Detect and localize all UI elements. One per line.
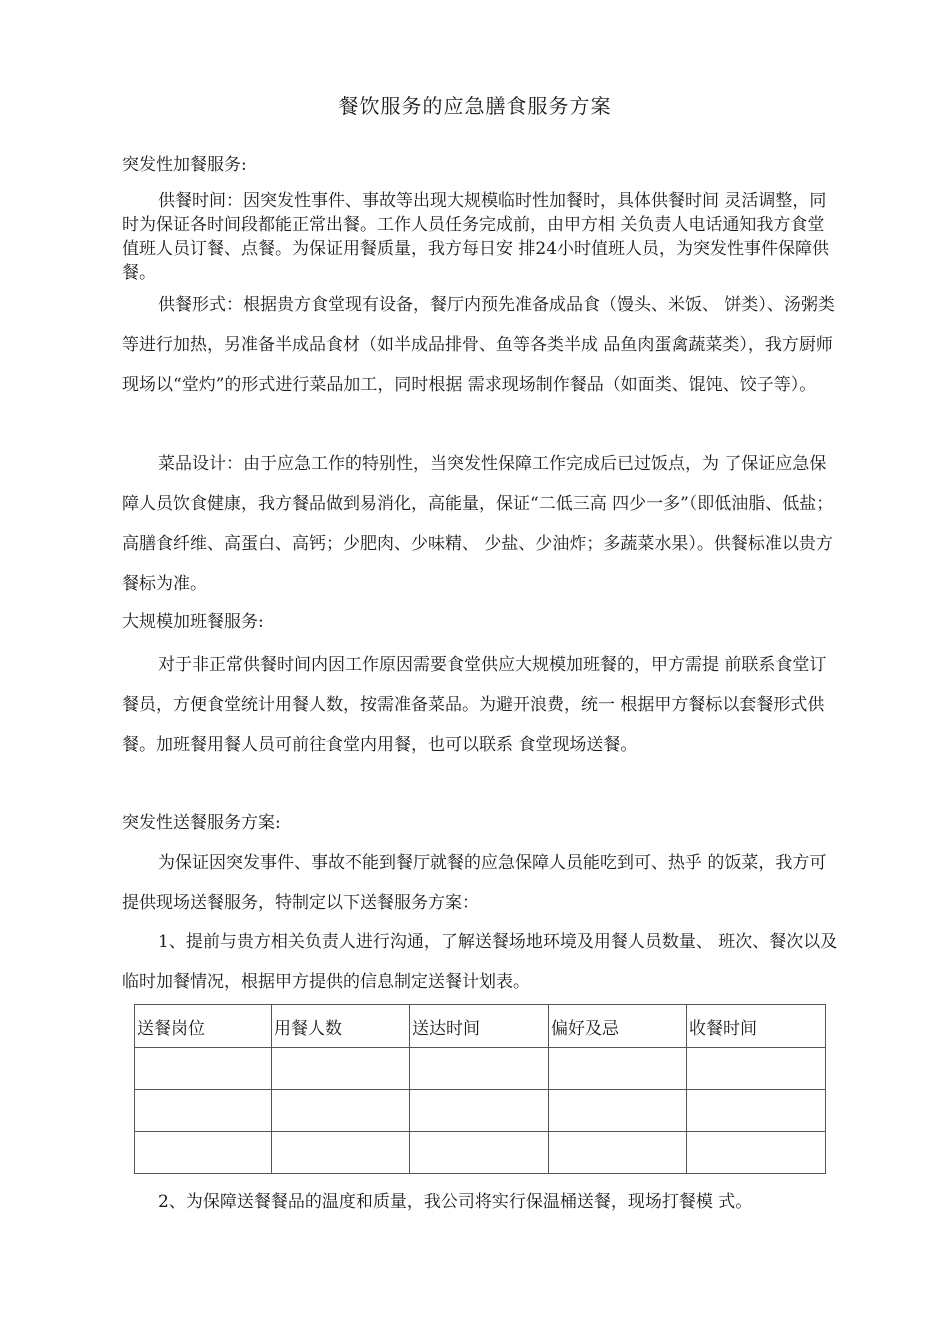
table-header-cell: 送餐岗位 [135,1005,272,1048]
paragraph-meal-time: 供餐时间：因突发性事件、事故等出现大规模临时性加餐时，具体供餐时间 灵活调整，同时为保证各时间段都能正常出餐。工作人员任务完成前，由甲方相 关负责人电话通知我方食堂值班人员订餐、点餐。为保证用餐质量，我方每日安 排24小时值班人员，为突发性事件保障供餐。 [122,191,830,283]
table-cell [549,1048,687,1090]
paragraph-meal-form: 供餐形式：根据贵方食堂现有设备，餐厅内预先准备成品食（馒头、米饭、 饼类）、汤粥类等进行加热，另准备半成品食材（如半成品排骨、鱼等各类半成 品鱼肉蛋禽蔬菜类），我方厨师现场以“堂灼”的形式进行菜品加工，同时根据 需求现场制作餐品（如面类、馄饨、饺子等）。 [122,295,835,395]
section-heading-delivery: 突发性送餐服务方案: [122,813,281,833]
section-heading-emergency-meal: 突发性加餐服务: [122,155,247,175]
table-cell [135,1048,272,1090]
table-row [135,1090,826,1132]
table-header-cell: 送达时间 [410,1005,549,1048]
table-cell [549,1090,687,1132]
paragraph-menu-design: 菜品设计：由于应急工作的特别性，当突发性保障工作完成后已过饭点，为 了保证应急保障人员饮食健康，我方餐品做到易消化，高能量，保证“二低三高 四少一多”（即低油脂、低盐；高膳食纤维、高蛋白、高钙；少肥肉、少味精、 少盐、少油炸；多蔬菜水果）。供餐标准以贵方餐标为准。 [122,454,834,594]
table-header-row [135,1005,826,1048]
paragraph-delivery-intro: 为保证因突发事件、事故不能到餐厅就餐的应急保障人员能吃到可、热乎 的饭菜，我方可提供现场送餐服务，特制定以下送餐服务方案： [122,853,827,913]
table-cell [687,1048,826,1090]
table-cell [135,1090,272,1132]
table-cell [687,1090,826,1132]
table-header-cell: 偏好及忌 [549,1005,687,1048]
table-row [135,1132,826,1174]
table-cell [135,1132,272,1174]
document-title: 餐饮服务的应急膳食服务方案 [338,94,612,118]
table-cell [272,1132,410,1174]
table-cell [687,1132,826,1174]
list-item-delivery-1: 1、提前与贵方相关负责人进行沟通，了解送餐场地环境及用餐人员数量、 班次、餐次以及临时加餐情况，根据甲方提供的信息制定送餐计划表。 [122,932,838,992]
table-header-cell: 收餐时间 [687,1005,826,1048]
section-heading-overtime-meal: 大规模加班餐服务: [122,612,264,632]
table-cell [272,1048,410,1090]
table-row [135,1048,826,1090]
list-item-delivery-2: 2、为保障送餐餐品的温度和质量，我公司将实行保温桶送餐，现场打餐模 式。 [158,1192,753,1212]
table-cell [272,1090,410,1132]
delivery-plan-table [134,1004,826,1174]
table-cell [410,1132,549,1174]
table-cell [410,1048,549,1090]
table-header-cell: 用餐人数 [272,1005,410,1048]
table-cell [549,1132,687,1174]
paragraph-overtime-meal: 对于非正常供餐时间内因工作原因需要食堂供应大规模加班餐的，甲方需提 前联系食堂订餐员，方便食堂统计用餐人数，按需准备菜品。为避开浪费，统一 根据甲方餐标以套餐形式供餐。加班餐用餐人员可前往食堂内用餐，也可以联系 食堂现场送餐。 [122,655,827,755]
table-cell [410,1090,549,1132]
